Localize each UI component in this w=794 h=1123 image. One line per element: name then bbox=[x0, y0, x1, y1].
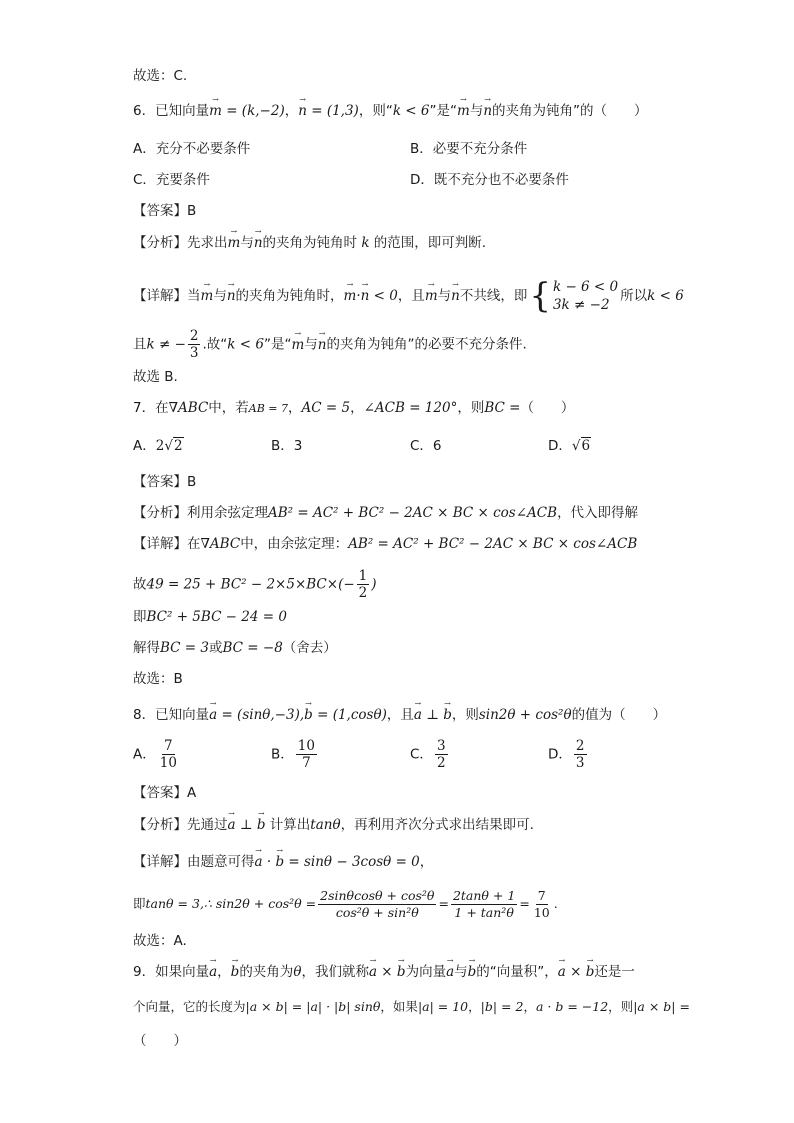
option-b bbox=[410, 139, 527, 159]
option-b bbox=[271, 738, 319, 771]
text: ， bbox=[284, 103, 299, 119]
vector-b: → b bbox=[257, 815, 266, 835]
answer-choice-line bbox=[133, 66, 187, 86]
text: 中，由余弦定理： bbox=[240, 536, 349, 552]
vector-b: → b bbox=[275, 852, 284, 872]
text: 不共线，即 bbox=[459, 288, 528, 304]
answer-line bbox=[133, 201, 196, 221]
numerator: 2 bbox=[575, 738, 585, 754]
math: BC = bbox=[484, 400, 521, 416]
vector-n: → n bbox=[254, 233, 263, 253]
math: ⊥ bbox=[235, 817, 257, 833]
text: 的夹角为钝角时， bbox=[235, 288, 344, 304]
option-c bbox=[133, 170, 210, 190]
fraction bbox=[574, 738, 587, 771]
radicand: 6 bbox=[581, 438, 591, 454]
vector-m: → m bbox=[457, 101, 470, 121]
text: D． bbox=[548, 746, 572, 763]
text: ，则 bbox=[451, 707, 479, 723]
text: ，如果 bbox=[380, 999, 418, 1014]
text: 故 bbox=[133, 576, 147, 593]
text: 与 bbox=[469, 103, 484, 119]
fraction bbox=[451, 888, 517, 921]
vector-m: → m bbox=[201, 286, 214, 306]
text: 即 bbox=[133, 896, 146, 911]
question-9-stem-3 bbox=[133, 1031, 187, 1051]
math: = (k,−2) bbox=[221, 103, 285, 119]
vector-b: → b bbox=[586, 962, 595, 982]
math: = bbox=[519, 896, 530, 911]
text: 个向量，它的长度为 bbox=[133, 999, 246, 1014]
text: 【分析】利用余弦定理 bbox=[133, 505, 268, 521]
math: = sinθ − 3cosθ = 0 bbox=[284, 854, 420, 870]
numerator: 7 bbox=[537, 888, 546, 903]
text: 与 bbox=[437, 288, 452, 304]
text: 【答案】B bbox=[133, 474, 197, 490]
text: ，且 bbox=[386, 707, 414, 723]
text: A．充分不必要条件 bbox=[133, 141, 251, 157]
vector-n: → n bbox=[318, 335, 327, 355]
math: = (1,3) bbox=[306, 103, 359, 119]
math: k − 6 < 0 bbox=[552, 279, 619, 295]
math: |b| = 2 bbox=[480, 999, 524, 1014]
text: 中，若 bbox=[208, 400, 249, 416]
text: D．既不充分也不必要条件 bbox=[410, 172, 569, 188]
math: < 0 bbox=[369, 288, 398, 304]
denominator: 10 bbox=[533, 905, 550, 920]
vector-m: → m bbox=[344, 286, 357, 306]
text: ，且 bbox=[397, 288, 425, 304]
text: ， bbox=[468, 999, 481, 1014]
vector-m: → m bbox=[425, 286, 438, 306]
analysis-line bbox=[133, 233, 486, 253]
vector-m: → m bbox=[209, 101, 222, 121]
math: tanθ bbox=[310, 817, 341, 833]
numerator: 7 bbox=[164, 738, 173, 754]
text: D． bbox=[548, 438, 572, 454]
math: k < 6 bbox=[647, 288, 684, 304]
text: ，则 bbox=[457, 400, 485, 416]
option-a bbox=[133, 436, 184, 456]
numerator: 1 bbox=[358, 568, 368, 584]
math: × bbox=[565, 964, 586, 980]
denominator: 1 + tan²θ bbox=[454, 905, 514, 920]
vector-a: → a bbox=[446, 962, 454, 982]
vector-b: → b bbox=[304, 705, 313, 725]
text: 【答案】A bbox=[133, 785, 197, 801]
option-c bbox=[410, 436, 442, 456]
analysis-line bbox=[133, 815, 534, 835]
vector-n: → n bbox=[361, 286, 370, 306]
text: C．充要条件 bbox=[133, 172, 210, 188]
text: 的夹角为钝角时 bbox=[262, 235, 362, 251]
text: 即 bbox=[133, 609, 147, 625]
text: 【详解】由题意可得 bbox=[133, 854, 255, 870]
text: 的夹角为 bbox=[239, 964, 294, 980]
math: AB² = AC² + BC² − 2AC × BC × cos∠ACB bbox=[268, 505, 558, 521]
text: ， bbox=[217, 964, 231, 980]
math: · bbox=[356, 288, 361, 304]
text: ，我们就称 bbox=[301, 964, 369, 980]
denominator: 3 bbox=[575, 755, 585, 771]
text: . bbox=[553, 896, 558, 911]
vector-a: → a bbox=[369, 962, 377, 982]
fraction bbox=[532, 888, 552, 921]
fraction bbox=[296, 738, 317, 771]
numerator: 2tanθ + 1 bbox=[452, 888, 516, 903]
math: k ≠ − bbox=[146, 336, 186, 353]
text: 与 bbox=[454, 964, 468, 980]
text: 与 bbox=[304, 336, 318, 353]
math: = bbox=[438, 896, 449, 911]
text: 计算出 bbox=[265, 817, 311, 833]
vector-a: → a bbox=[228, 815, 236, 835]
math: ) bbox=[371, 576, 377, 593]
sqrt-sign: √ bbox=[164, 438, 173, 454]
text: 的夹角为钝角”的（ ） bbox=[492, 103, 648, 119]
denominator: cos²θ + sin²θ bbox=[335, 905, 419, 920]
fraction bbox=[357, 568, 370, 601]
vector-m: → m bbox=[291, 335, 304, 355]
fraction bbox=[158, 738, 179, 771]
vector-b: → b bbox=[468, 962, 477, 982]
choice-line bbox=[133, 367, 178, 387]
text: 的范围，即可判断. bbox=[369, 235, 487, 251]
text: 为向量 bbox=[405, 964, 447, 980]
text: 7．在 bbox=[133, 400, 169, 416]
option-a bbox=[133, 738, 181, 771]
text: ， bbox=[288, 400, 302, 416]
math: k bbox=[361, 235, 370, 251]
detail-line bbox=[133, 534, 637, 554]
denominator: 2 bbox=[358, 585, 368, 601]
math: ∇ABC bbox=[168, 400, 209, 416]
text: 所以 bbox=[620, 288, 648, 304]
question-9-stem bbox=[133, 962, 635, 982]
math: AC = 5 bbox=[301, 400, 351, 416]
math: AB² = AC² + BC² − 2AC × BC × cos∠ACB bbox=[348, 536, 638, 552]
text: 【详解】在 bbox=[133, 536, 201, 552]
math: k < 6 bbox=[392, 103, 430, 119]
text: ，代入即得解 bbox=[557, 505, 639, 521]
option-d bbox=[548, 738, 589, 771]
text: B．3 bbox=[271, 438, 303, 454]
derivation-line bbox=[133, 888, 558, 921]
text: 解得 bbox=[133, 640, 160, 656]
vector-n: → n bbox=[227, 286, 236, 306]
radicand: 2 bbox=[173, 438, 183, 454]
text: 9．如果向量 bbox=[133, 964, 210, 980]
math: ⊥ bbox=[421, 707, 444, 723]
fraction bbox=[435, 738, 448, 771]
vector-a: → a bbox=[414, 705, 422, 725]
math: ∇ABC bbox=[200, 536, 241, 552]
text: 故选：C. bbox=[133, 68, 188, 84]
text: 与 bbox=[213, 288, 227, 304]
text: B．必要不充分条件 bbox=[410, 141, 528, 157]
option-b bbox=[271, 436, 302, 456]
text: ，则 bbox=[608, 999, 634, 1014]
text: 还是一 bbox=[594, 964, 635, 980]
denominator: 7 bbox=[302, 755, 311, 771]
option-d bbox=[548, 436, 591, 456]
text: （ ） bbox=[520, 400, 575, 416]
math: |a × b| = bbox=[633, 999, 690, 1014]
vector-n: → n bbox=[298, 101, 307, 121]
question-9-stem-2 bbox=[133, 997, 690, 1017]
text: ”是“ bbox=[263, 336, 292, 353]
choice-line bbox=[133, 669, 183, 689]
numerator: 2 bbox=[189, 328, 199, 344]
denominator: 2 bbox=[436, 755, 446, 771]
numerator: 3 bbox=[436, 738, 446, 754]
text: 的“向量积”， bbox=[476, 964, 558, 980]
vector-n: → n bbox=[451, 286, 460, 306]
text: 【分析】先通过 bbox=[133, 817, 228, 833]
math: AB = 7 bbox=[248, 402, 289, 415]
text: 8．已知向量 bbox=[133, 707, 210, 723]
math: = (1,cosθ) bbox=[312, 707, 387, 723]
numerator: 2sinθcosθ + cos²θ bbox=[320, 888, 435, 903]
text: A． bbox=[133, 438, 156, 454]
text: C． bbox=[410, 746, 433, 763]
option-c bbox=[410, 738, 450, 771]
math: a · b = −12 bbox=[535, 999, 609, 1014]
text: 故选 B. bbox=[133, 369, 178, 385]
text: 故选：B bbox=[133, 671, 183, 687]
detail-line-2 bbox=[133, 328, 527, 361]
text: ， bbox=[419, 854, 434, 870]
solution-line bbox=[133, 638, 337, 658]
text: 与 bbox=[240, 235, 254, 251]
analysis-line bbox=[133, 503, 638, 523]
brace-glyph: { bbox=[529, 276, 551, 316]
math: 3k ≠ −2 bbox=[552, 297, 610, 313]
fraction bbox=[188, 328, 201, 361]
sqrt-sign: √ bbox=[571, 438, 581, 454]
math: 2 bbox=[155, 438, 165, 454]
question-6-stem bbox=[133, 101, 648, 121]
math: BC² + 5BC − 24 = 0 bbox=[146, 609, 287, 625]
text: 且 bbox=[133, 336, 147, 353]
vector-b: → b bbox=[397, 962, 406, 982]
choice-line bbox=[133, 931, 187, 951]
math: × bbox=[377, 964, 397, 980]
text: .故“ bbox=[202, 336, 228, 353]
answer-line bbox=[133, 783, 196, 803]
math: · bbox=[262, 854, 276, 870]
math: |a| = 10 bbox=[417, 999, 469, 1014]
fraction bbox=[318, 888, 436, 921]
detail-line bbox=[133, 852, 433, 872]
text: 【详解】当 bbox=[133, 288, 201, 304]
text: 【分析】先求出 bbox=[133, 235, 228, 251]
math: ∠ACB = 120° bbox=[363, 400, 458, 416]
vector-a: → a bbox=[558, 962, 566, 982]
text: ， bbox=[350, 400, 364, 416]
denominator: 10 bbox=[159, 755, 177, 771]
derivation-line bbox=[133, 568, 377, 601]
equation-system bbox=[529, 278, 618, 314]
text: ”是“ bbox=[429, 103, 457, 119]
text: 或 bbox=[208, 640, 223, 656]
denominator: 3 bbox=[189, 345, 199, 361]
vector-a: → a bbox=[209, 962, 217, 982]
text: 故选：A. bbox=[133, 933, 187, 949]
vector-b: → b bbox=[443, 705, 452, 725]
text: 6．已知向量 bbox=[133, 103, 210, 119]
math: BC = −8 bbox=[222, 640, 283, 656]
question-7-stem bbox=[133, 398, 574, 419]
text: A． bbox=[133, 746, 156, 763]
text: C．6 bbox=[410, 438, 442, 454]
option-a bbox=[133, 139, 250, 159]
math: BC = 3 bbox=[160, 640, 209, 656]
text: （舍去） bbox=[282, 640, 337, 656]
math: = (sinθ,−3), bbox=[217, 707, 305, 723]
detail-line bbox=[133, 278, 684, 314]
text: 的值为（ ） bbox=[571, 707, 667, 723]
math: k < 6 bbox=[227, 336, 264, 353]
numerator: 10 bbox=[297, 738, 315, 754]
text: 的夹角为钝角”的必要不充分条件. bbox=[326, 336, 527, 353]
derivation-line bbox=[133, 607, 287, 627]
vector-a: → a bbox=[255, 852, 263, 872]
text: 【答案】B bbox=[133, 203, 197, 219]
question-8-stem bbox=[133, 705, 666, 725]
math: |a × b| = |a| · |b| sinθ bbox=[245, 999, 381, 1014]
math: θ bbox=[293, 964, 302, 980]
text: ，则“ bbox=[358, 103, 393, 119]
option-d bbox=[410, 170, 569, 190]
text: ，再利用齐次分式求出结果即可. bbox=[340, 817, 534, 833]
vector-b: → b bbox=[231, 962, 240, 982]
answer-line bbox=[133, 472, 196, 492]
text: （ ） bbox=[133, 1033, 187, 1049]
vector-m: → m bbox=[228, 233, 241, 253]
text: B． bbox=[271, 746, 294, 763]
math: sin2θ + cos²θ bbox=[478, 707, 572, 723]
vector-n: → n bbox=[483, 101, 492, 121]
vector-a: → a bbox=[209, 705, 217, 725]
math: tanθ = 3,∴ sin2θ + cos²θ = bbox=[145, 896, 317, 911]
math: 49 = 25 + BC² − 2×5×BC×(− bbox=[146, 576, 355, 593]
text: ， bbox=[523, 999, 536, 1014]
